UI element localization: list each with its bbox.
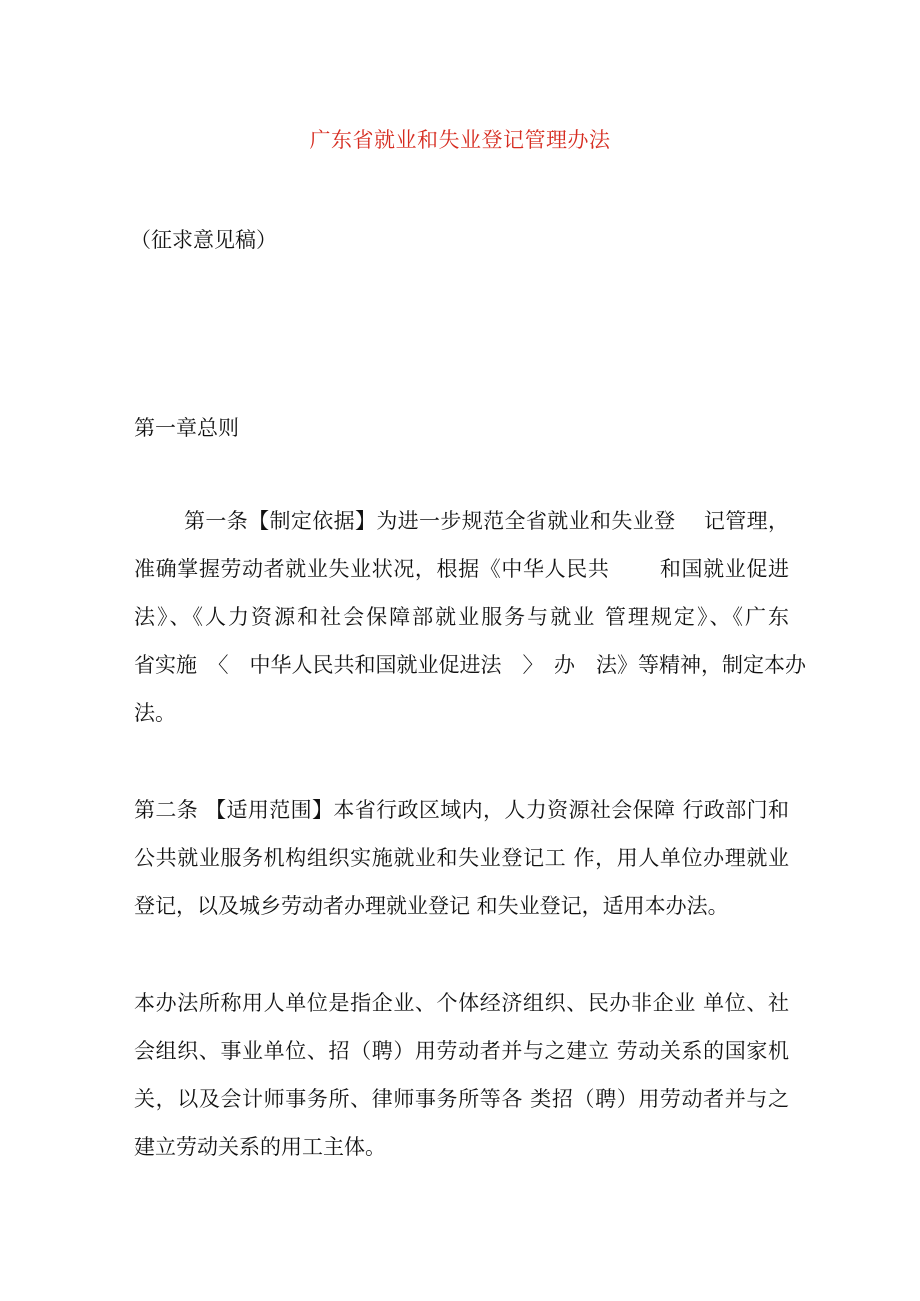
paragraph-line: 登记，以及城乡劳动者办理就业登记 和失业登记，适用本办法。	[134, 894, 729, 918]
chapter-heading: 第一章总则	[134, 416, 239, 440]
paragraph-line: 建立劳动关系的用工主体。	[134, 1135, 386, 1159]
article-1-paragraph	[134, 497, 806, 737]
document-title: 广东省就业和失业登记管理办法	[309, 128, 611, 152]
paragraph-line: 关，以及会计师事务所、律师事务所等各 类招（聘）用劳动者并与之	[134, 1087, 789, 1111]
paragraph-line: 省实施 〈 中华人民共和国就业促进法 〉 办 法》等精神，制定本办	[134, 653, 806, 677]
paragraph-line: 会组织、事业单位、招（聘）用劳动者并与之建立 劳动关系的国家机	[134, 1039, 789, 1063]
paragraph-line: 第一条【制定依据】为进一步规范全省就业和失业登 记管理，	[184, 509, 789, 533]
paragraph-line: 法。	[134, 701, 176, 725]
article-2-paragraph	[134, 786, 789, 930]
paragraph-line: 法》、《人力资源和社会保障部就业服务与就业 管理规定》、《广东	[134, 605, 789, 629]
document-subtitle: （征求意见稿）	[130, 228, 277, 252]
paragraph-line: 准确掌握劳动者就业失业状况，根据《中华人民共 和国就业促进	[134, 557, 789, 581]
paragraph-line: 本办法所称用人单位是指企业、个体经济组织、民办非企业 单位、社	[134, 991, 789, 1015]
paragraph-line: 第二条 【适用范围】本省行政区域内，人力资源社会保障 行政部门和	[134, 798, 789, 822]
paragraph-line: 公共就业服务机构组织实施就业和失业登记工 作，用人单位办理就业	[134, 846, 789, 870]
employer-definition-paragraph	[134, 979, 789, 1171]
